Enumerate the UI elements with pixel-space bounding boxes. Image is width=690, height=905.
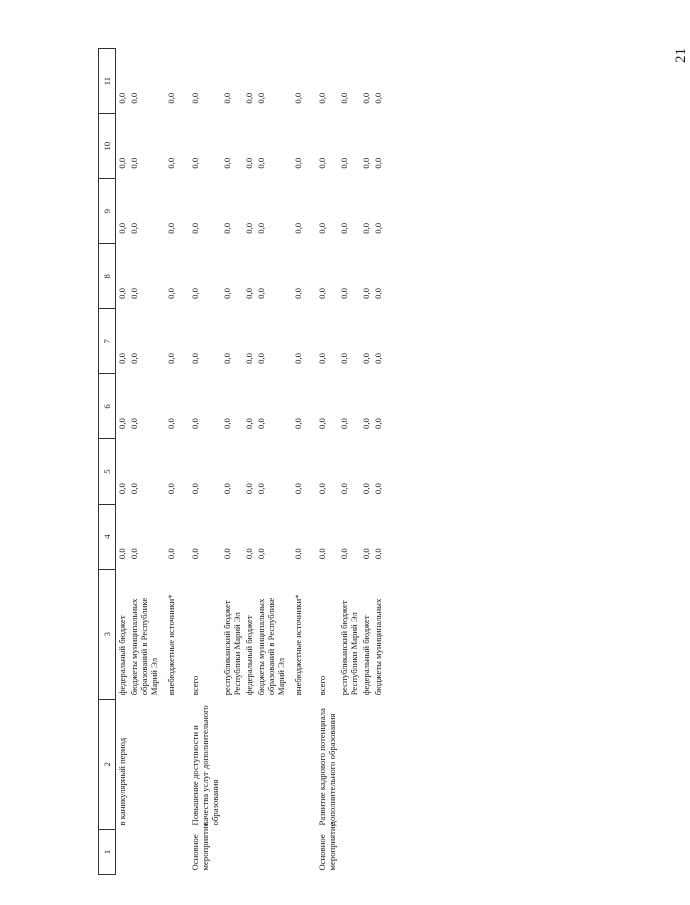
value-cell: 0,0	[317, 353, 327, 364]
value-cell: 0,0	[166, 287, 176, 299]
funding-source-cell: внебюджетные источники*	[293, 594, 303, 696]
value-cell: 0,0	[293, 157, 303, 169]
funding-source-cell: республиканский бюджет Республики Марий Эл	[339, 600, 359, 696]
value-cell: 0,0	[256, 483, 266, 495]
funding-table	[98, 48, 384, 875]
value-cell: 0,0	[293, 548, 303, 560]
value-cell: 0,0	[256, 222, 266, 234]
value-cell: 0,0	[244, 548, 254, 560]
table-row	[221, 49, 243, 875]
rotated-page	[98, 48, 689, 875]
value-cell: 0,0	[129, 353, 139, 364]
value-cell: 0,0	[129, 157, 139, 169]
value-cell: 0,0	[166, 222, 176, 234]
value-cell: 0,0	[293, 287, 303, 299]
value-cell: 0,0	[256, 353, 266, 364]
value-cell: 0,0	[222, 483, 232, 495]
value-cell: 0,0	[361, 157, 371, 169]
table-row	[128, 49, 165, 875]
value-cell: 0,0	[166, 157, 176, 169]
section-gap	[177, 49, 189, 875]
measure-name-cell	[360, 699, 372, 829]
funding-source-cell: федеральный бюджет	[117, 615, 127, 696]
value-cell: 0,0	[222, 92, 232, 104]
measure-name-cell	[221, 699, 243, 829]
value-cell: 0,0	[361, 92, 371, 104]
measure-name-cell	[165, 699, 177, 829]
value-cell: 0,0	[117, 287, 127, 299]
value-cell: 0,0	[129, 548, 139, 560]
value-cell: 0,0	[117, 483, 127, 495]
table-row	[292, 49, 304, 875]
value-cell: 0,0	[190, 483, 200, 495]
value-cell: 0,0	[129, 222, 139, 234]
value-cell: 0,0	[117, 92, 127, 104]
value-cell: 0,0	[222, 157, 232, 169]
value-cell: 0,0	[293, 222, 303, 234]
value-cell: 0,0	[244, 157, 254, 169]
value-cell: 0,0	[129, 92, 139, 104]
page-number: 21	[673, 48, 689, 63]
status-cell	[116, 829, 129, 874]
value-cell: 0,0	[117, 157, 127, 169]
value-cell: 0,0	[293, 483, 303, 495]
value-cell: 0,0	[293, 92, 303, 104]
status-cell	[221, 829, 243, 874]
column-header: 7	[99, 309, 116, 374]
measure-name-cell: Повышение доступности и качества услуг дополнительного образования	[190, 705, 220, 826]
column-header: 8	[99, 244, 116, 309]
column-header: 2	[99, 699, 116, 829]
value-cell: 0,0	[190, 287, 200, 299]
section-gap	[304, 49, 316, 875]
value-cell: 0,0	[256, 287, 266, 299]
value-cell: 0,0	[190, 418, 200, 429]
measure-name-cell: Развитие кадрового потенциала дополнительного образования	[317, 708, 337, 826]
value-cell: 0,0	[339, 418, 349, 429]
value-cell: 0,0	[129, 287, 139, 299]
value-cell: 0,0	[293, 353, 303, 364]
status-cell	[165, 829, 177, 874]
value-cell: 0,0	[166, 92, 176, 104]
column-header: 11	[99, 49, 116, 114]
value-cell: 0,0	[244, 353, 254, 364]
value-cell: 0,0	[339, 483, 349, 495]
value-cell: 0,0	[339, 287, 349, 299]
value-cell: 0,0	[373, 548, 383, 560]
column-header: 6	[99, 374, 116, 439]
funding-source-cell: бюджеты муниципальных образований в Республике Марий Эл	[256, 597, 286, 696]
value-cell: 0,0	[256, 157, 266, 169]
measure-name-cell	[372, 699, 384, 829]
value-cell: 0,0	[222, 418, 232, 429]
table-row	[316, 49, 338, 875]
value-cell: 0,0	[244, 483, 254, 495]
value-cell: 0,0	[222, 353, 232, 364]
funding-source-cell: бюджеты муниципальных образований в Республике Марий Эл	[129, 597, 159, 696]
value-cell: 0,0	[317, 483, 327, 495]
value-cell: 0,0	[117, 418, 127, 429]
value-cell: 0,0	[166, 548, 176, 560]
column-number-row	[99, 49, 116, 875]
funding-source-cell: федеральный бюджет	[361, 615, 371, 696]
value-cell: 0,0	[339, 548, 349, 560]
measure-name-cell: в каникулярный период	[117, 737, 127, 826]
column-header: 3	[99, 569, 116, 699]
value-cell: 0,0	[117, 548, 127, 560]
value-cell: 0,0	[190, 548, 200, 560]
table-row	[116, 49, 129, 875]
table-row	[189, 49, 221, 875]
value-cell: 0,0	[373, 287, 383, 299]
value-cell: 0,0	[373, 222, 383, 234]
value-cell: 0,0	[317, 157, 327, 169]
value-cell: 0,0	[361, 418, 371, 429]
table-row	[338, 49, 360, 875]
status-cell	[128, 829, 165, 874]
gap-cell	[304, 49, 316, 875]
column-header: 10	[99, 114, 116, 179]
value-cell: 0,0	[361, 287, 371, 299]
column-header: 5	[99, 439, 116, 504]
value-cell: 0,0	[361, 222, 371, 234]
funding-source-cell: республиканский бюджет Республики Марий Эл	[222, 600, 242, 696]
measure-name-cell	[128, 699, 165, 829]
measure-name-cell	[338, 699, 360, 829]
value-cell: 0,0	[361, 483, 371, 495]
value-cell: 0,0	[244, 92, 254, 104]
value-cell: 0,0	[256, 418, 266, 429]
table-body	[116, 49, 385, 875]
table-row	[243, 49, 255, 875]
status-cell	[338, 829, 360, 874]
measure-name-cell	[292, 699, 304, 829]
value-cell: 0,0	[190, 353, 200, 364]
value-cell: 0,0	[244, 222, 254, 234]
value-cell: 0,0	[361, 353, 371, 364]
value-cell: 0,0	[339, 353, 349, 364]
status-cell	[243, 829, 255, 874]
value-cell: 0,0	[317, 222, 327, 234]
value-cell: 0,0	[373, 92, 383, 104]
value-cell: 0,0	[190, 222, 200, 234]
column-header: 4	[99, 504, 116, 569]
table-row	[255, 49, 292, 875]
status-cell	[360, 829, 372, 874]
value-cell: 0,0	[339, 222, 349, 234]
status-cell: Основное мероприятие	[317, 822, 337, 871]
value-cell: 0,0	[166, 483, 176, 495]
value-cell: 0,0	[373, 353, 383, 364]
value-cell: 0,0	[222, 548, 232, 560]
table-row	[372, 49, 384, 875]
status-cell	[292, 829, 304, 874]
funding-source-cell: всего	[317, 675, 327, 696]
value-cell: 0,0	[117, 353, 127, 364]
measure-name-cell	[255, 699, 292, 829]
value-cell: 0,0	[339, 92, 349, 104]
funding-source-cell: бюджеты муниципальных	[373, 598, 383, 696]
funding-source-cell: федеральный бюджет	[244, 615, 254, 696]
column-header: 1	[99, 829, 116, 874]
value-cell: 0,0	[222, 287, 232, 299]
status-cell	[372, 829, 384, 874]
value-cell: 0,0	[256, 548, 266, 560]
status-cell	[255, 829, 292, 874]
value-cell: 0,0	[317, 548, 327, 560]
value-cell: 0,0	[244, 418, 254, 429]
status-cell: Основное мероприятие	[190, 822, 210, 871]
value-cell: 0,0	[190, 157, 200, 169]
value-cell: 0,0	[317, 418, 327, 429]
measure-name-cell	[243, 699, 255, 829]
value-cell: 0,0	[117, 222, 127, 234]
table-row	[165, 49, 177, 875]
value-cell: 0,0	[339, 157, 349, 169]
gap-cell	[177, 49, 189, 875]
value-cell: 0,0	[190, 92, 200, 104]
value-cell: 0,0	[373, 483, 383, 495]
funding-source-cell: внебюджетные источники*	[166, 594, 176, 696]
value-cell: 0,0	[256, 92, 266, 104]
value-cell: 0,0	[166, 418, 176, 429]
value-cell: 0,0	[222, 222, 232, 234]
funding-source-cell: всего	[190, 675, 200, 696]
value-cell: 0,0	[361, 548, 371, 560]
value-cell: 0,0	[373, 418, 383, 429]
value-cell: 0,0	[166, 353, 176, 364]
value-cell: 0,0	[317, 287, 327, 299]
value-cell: 0,0	[129, 418, 139, 429]
value-cell: 0,0	[129, 483, 139, 495]
value-cell: 0,0	[293, 418, 303, 429]
value-cell: 0,0	[244, 287, 254, 299]
table-row	[360, 49, 372, 875]
value-cell: 0,0	[317, 92, 327, 104]
value-cell: 0,0	[373, 157, 383, 169]
column-header: 9	[99, 179, 116, 244]
